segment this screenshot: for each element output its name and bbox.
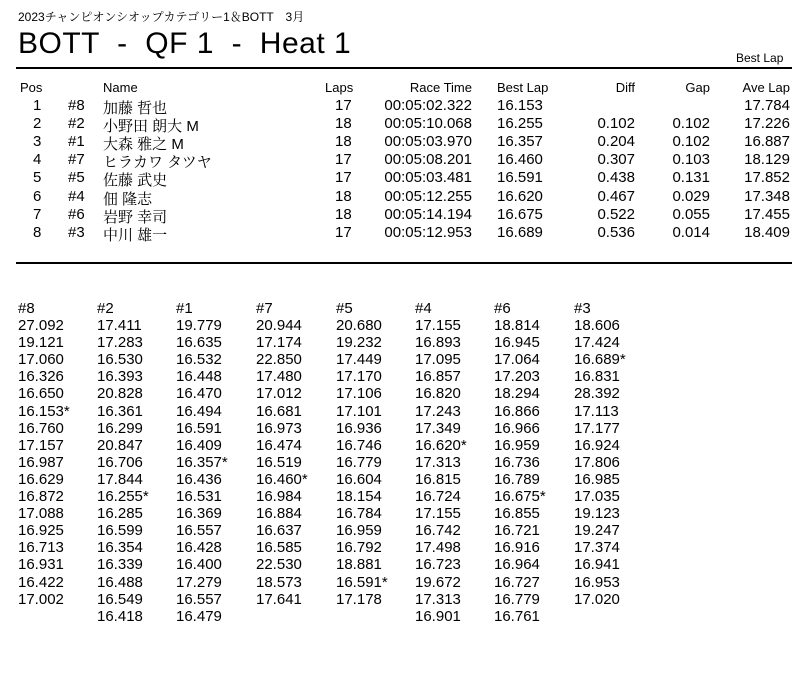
- page-title: BOTT - QF 1 - Heat 1: [18, 27, 352, 60]
- result-pos: 7: [33, 205, 42, 223]
- bottom-rule: [16, 262, 792, 264]
- lap-time: 20.680: [336, 317, 382, 335]
- lap-time: 16.637: [256, 522, 302, 540]
- lap-time: 16.549: [97, 590, 143, 608]
- result-kart-number: #1: [68, 133, 85, 151]
- lap-time: 17.101: [336, 402, 382, 420]
- result-laps: 18: [335, 187, 352, 205]
- lap-time: 16.985: [574, 470, 620, 488]
- result-kart-number: #6: [68, 205, 85, 223]
- result-row: [0, 115, 800, 136]
- lap-column: [256, 300, 308, 608]
- lap-time: 17.641: [256, 590, 302, 608]
- lap-column-header: #6: [494, 300, 511, 317]
- lap-time: 16.422: [18, 573, 64, 591]
- lap-column-header: #5: [336, 300, 353, 317]
- result-best-lap: 16.689: [497, 223, 543, 241]
- lap-time: 17.155: [415, 505, 461, 523]
- lap-time: 16.953: [574, 573, 620, 591]
- lap-time: 16.299: [97, 419, 143, 437]
- result-ave-lap: 17.348: [744, 187, 790, 205]
- result-race-time: 00:05:03.970: [384, 133, 472, 151]
- lap-time: 16.761: [494, 607, 540, 625]
- lap-time: 16.893: [415, 334, 461, 352]
- lap-time: 16.585: [256, 539, 302, 557]
- lap-time: 18.154: [336, 488, 382, 506]
- result-diff: 0.522: [597, 205, 635, 223]
- result-driver-name: 佐藤 武史: [103, 172, 168, 190]
- lap-time: 16.470: [176, 385, 222, 403]
- result-kart-number: #3: [68, 223, 85, 241]
- lap-time: 16.924: [574, 436, 620, 454]
- result-driver-name: 佃 隆志: [103, 190, 153, 208]
- header-best-lap: Best Lap: [497, 80, 549, 95]
- lap-time: 16.326: [18, 368, 64, 386]
- lap-time: 17.844: [97, 470, 143, 488]
- lap-time: 16.479: [176, 607, 222, 625]
- lap-time: 19.232: [336, 334, 382, 352]
- lap-time: 16.255*: [97, 488, 149, 506]
- lap-time: 17.283: [97, 334, 143, 352]
- result-laps: 18: [335, 133, 352, 151]
- result-laps: 18: [335, 115, 352, 133]
- lap-time: 16.857: [415, 368, 461, 386]
- lap-column: [415, 300, 467, 625]
- lap-time: 17.806: [574, 453, 620, 471]
- lap-time: 16.959: [494, 436, 540, 454]
- lap-time: 16.635: [176, 334, 222, 352]
- lap-time: 17.060: [18, 351, 64, 369]
- lap-time: 16.650: [18, 385, 64, 403]
- lap-time: 19.121: [18, 334, 64, 352]
- lap-time: 16.945: [494, 334, 540, 352]
- lap-time: 16.285: [97, 505, 143, 523]
- lap-time: 16.779: [494, 590, 540, 608]
- result-driver-name: 中川 雄一: [103, 226, 168, 244]
- lap-column: [176, 300, 228, 625]
- lap-time: 16.557: [176, 590, 222, 608]
- lap-time: 16.531: [176, 488, 222, 506]
- lap-time: 19.247: [574, 522, 620, 540]
- result-kart-number: #8: [68, 97, 85, 114]
- lap-time: 16.488: [97, 573, 143, 591]
- lap-time: 17.313: [415, 453, 461, 471]
- lap-time: 16.987: [18, 453, 64, 471]
- lap-time: 18.606: [574, 317, 620, 335]
- result-pos: 5: [33, 169, 42, 187]
- lap-time: 16.675*: [494, 488, 546, 506]
- result-driver-name: 岩野 幸司: [103, 208, 168, 226]
- lap-time: 19.672: [415, 573, 461, 591]
- lap-time: 16.884: [256, 505, 302, 523]
- lap-time: 16.604: [336, 470, 382, 488]
- lap-time: 20.847: [97, 436, 143, 454]
- lap-time: 17.449: [336, 351, 382, 369]
- lap-time: 17.002: [18, 590, 64, 608]
- lap-time: 16.789: [494, 470, 540, 488]
- lap-time: 16.557: [176, 522, 222, 540]
- result-race-time: 00:05:12.255: [384, 187, 472, 205]
- result-gap: 0.102: [672, 115, 710, 133]
- header-pos: Pos: [20, 80, 43, 95]
- lap-time: 16.460*: [256, 470, 308, 488]
- header-ave-lap: Ave Lap: [742, 80, 790, 95]
- result-race-time: 00:05:10.068: [384, 115, 472, 133]
- result-laps: 17: [335, 223, 352, 241]
- result-best-lap: 16.153: [497, 97, 543, 114]
- lap-time: 18.294: [494, 385, 540, 403]
- lap-column-header: #2: [97, 300, 114, 317]
- result-ave-lap: 18.129: [744, 151, 790, 169]
- lap-time: 17.313: [415, 590, 461, 608]
- lap-time: 16.925: [18, 522, 64, 540]
- lap-time: 16.369: [176, 505, 222, 523]
- lap-time: 16.784: [336, 505, 382, 523]
- lap-time: 16.866: [494, 402, 540, 420]
- result-gap: 0.029: [672, 187, 710, 205]
- lap-time: 17.170: [336, 368, 382, 386]
- result-kart-number: #2: [68, 115, 85, 133]
- lap-time: 16.339: [97, 556, 143, 574]
- result-gap: 0.102: [672, 133, 710, 151]
- lap-time: 16.428: [176, 539, 222, 557]
- lap-time: 16.474: [256, 436, 302, 454]
- lap-column-header: #1: [176, 300, 193, 317]
- lap-time: 16.532: [176, 351, 222, 369]
- lap-time: 16.973: [256, 419, 302, 437]
- lap-column: [97, 300, 149, 625]
- lap-time: 17.155: [415, 317, 461, 335]
- lap-time: 18.881: [336, 556, 382, 574]
- header-name: Name: [103, 80, 138, 95]
- lap-time: 16.736: [494, 453, 540, 471]
- result-pos: 6: [33, 187, 42, 205]
- lap-time: 19.123: [574, 505, 620, 523]
- lap-time: 17.178: [336, 590, 382, 608]
- result-best-lap: 16.255: [497, 115, 543, 133]
- lap-time: 16.721: [494, 522, 540, 540]
- lap-time: 16.361: [97, 402, 143, 420]
- lap-time: 17.279: [176, 573, 222, 591]
- result-kart-number: #4: [68, 187, 85, 205]
- results-header: [0, 80, 800, 94]
- lap-time: 16.901: [415, 607, 461, 625]
- lap-time: 16.448: [176, 368, 222, 386]
- result-diff: 0.102: [597, 115, 635, 133]
- result-diff: 0.204: [597, 133, 635, 151]
- lap-time: 17.349: [415, 419, 461, 437]
- lap-time: 17.424: [574, 334, 620, 352]
- top-rule: [16, 67, 792, 69]
- result-diff: 0.536: [597, 223, 635, 241]
- lap-time: 16.792: [336, 539, 382, 557]
- result-best-lap: 16.357: [497, 133, 543, 151]
- result-pos: 3: [33, 133, 42, 151]
- lap-time: 16.530: [97, 351, 143, 369]
- lap-time: 16.713: [18, 539, 64, 557]
- lap-time: 17.113: [574, 402, 619, 420]
- lap-time: 16.354: [97, 539, 143, 557]
- result-driver-name: 加藤 哲也: [103, 100, 168, 117]
- lap-time: 16.916: [494, 539, 540, 557]
- lap-time: 17.411: [97, 317, 142, 335]
- lap-time: 16.400: [176, 556, 222, 574]
- result-race-time: 00:05:02.322: [384, 97, 472, 114]
- result-ave-lap: 17.455: [744, 205, 790, 223]
- lap-column-header: #8: [18, 300, 35, 317]
- result-race-time: 00:05:14.194: [384, 205, 472, 223]
- lap-time: 17.035: [574, 488, 620, 506]
- lap-time: 18.573: [256, 573, 302, 591]
- lap-time: 16.519: [256, 453, 302, 471]
- lap-time: 17.064: [494, 351, 540, 369]
- lap-time: 16.681: [256, 402, 302, 420]
- lap-time: 16.779: [336, 453, 382, 471]
- lap-time: 16.820: [415, 385, 461, 403]
- lap-time: 16.418: [97, 607, 143, 625]
- result-pos: 4: [33, 151, 42, 169]
- lap-column: [336, 300, 388, 608]
- lap-time: 16.436: [176, 470, 222, 488]
- lap-time: 16.964: [494, 556, 540, 574]
- lap-time: 17.498: [415, 539, 461, 557]
- lap-time: 16.746: [336, 436, 382, 454]
- lap-time: 17.095: [415, 351, 461, 369]
- result-ave-lap: 18.409: [744, 223, 790, 241]
- result-gap: 0.014: [672, 223, 710, 241]
- lap-time: 16.760: [18, 419, 64, 437]
- result-laps: 17: [335, 97, 352, 114]
- result-ave-lap: 17.226: [744, 115, 790, 133]
- lap-time: 28.392: [574, 385, 620, 403]
- result-best-lap: 16.591: [497, 169, 543, 187]
- lap-time: 17.106: [336, 385, 382, 403]
- lap-time: 16.936: [336, 419, 382, 437]
- result-row: [0, 97, 800, 115]
- lap-time: 20.828: [97, 385, 143, 403]
- lap-column: [494, 300, 546, 625]
- lap-time: 20.944: [256, 317, 302, 335]
- best-lap-label: Best Lap: [736, 51, 784, 65]
- lap-time: 17.374: [574, 539, 620, 557]
- lap-time: 16.959: [336, 522, 382, 540]
- lap-time: 16.153*: [18, 402, 70, 420]
- result-ave-lap: 17.784: [744, 97, 790, 114]
- result-kart-number: #5: [68, 169, 85, 187]
- lap-time: 16.872: [18, 488, 64, 506]
- lap-time: 17.480: [256, 368, 302, 386]
- lap-time: 16.815: [415, 470, 461, 488]
- lap-time: 16.689*: [574, 351, 626, 369]
- lap-time: 22.850: [256, 351, 302, 369]
- result-row: [0, 224, 800, 242]
- lap-time: 17.177: [574, 419, 620, 437]
- lap-time: 16.966: [494, 419, 540, 437]
- result-driver-name: ヒラカワ タツヤ: [103, 154, 212, 172]
- lap-time: 16.591: [176, 419, 222, 437]
- header-gap: Gap: [685, 80, 710, 95]
- result-gap: 0.055: [672, 205, 710, 223]
- lap-column-header: #7: [256, 300, 273, 317]
- lap-time: 17.088: [18, 505, 64, 523]
- result-best-lap: 16.620: [497, 187, 543, 205]
- lap-time: 17.203: [494, 368, 540, 386]
- lap-column-header: #3: [574, 300, 591, 317]
- header-diff: Diff: [615, 80, 635, 95]
- lap-time: 16.855: [494, 505, 540, 523]
- lap-time: 17.157: [18, 436, 64, 454]
- lap-time: 16.599: [97, 522, 143, 540]
- result-ave-lap: 16.887: [744, 133, 790, 151]
- lap-time: 17.174: [256, 334, 302, 352]
- lap-time: 22.530: [256, 556, 302, 574]
- result-pos: 1: [33, 97, 42, 114]
- lap-time: 16.724: [415, 488, 461, 506]
- lap-column: [18, 300, 70, 608]
- lap-column-header: #4: [415, 300, 432, 317]
- lap-time: 16.357*: [176, 453, 228, 471]
- result-pos: 2: [33, 115, 42, 133]
- result-driver-name: 小野田 朗大 M: [103, 118, 199, 136]
- lap-time: 17.012: [256, 385, 302, 403]
- result-best-lap: 16.460: [497, 151, 543, 169]
- lap-time: 17.243: [415, 402, 461, 420]
- lap-time: 16.393: [97, 368, 143, 386]
- result-ave-lap: 17.852: [744, 169, 790, 187]
- lap-time: 16.931: [18, 556, 64, 574]
- lap-time: 19.779: [176, 317, 222, 335]
- result-laps: 18: [335, 205, 352, 223]
- lap-time: 16.620*: [415, 436, 467, 454]
- result-driver-name: 大森 雅之 M: [103, 136, 184, 154]
- header-laps: Laps: [325, 80, 354, 95]
- lap-time: 16.723: [415, 556, 461, 574]
- lap-time: 27.092: [18, 317, 64, 335]
- result-best-lap: 16.675: [497, 205, 543, 223]
- lap-time: 16.984: [256, 488, 302, 506]
- lap-time: 16.742: [415, 522, 461, 540]
- result-diff: 0.467: [597, 187, 635, 205]
- result-race-time: 00:05:08.201: [384, 151, 472, 169]
- lap-time: 16.706: [97, 453, 143, 471]
- result-row: [0, 169, 800, 190]
- lap-time: 16.591*: [336, 573, 388, 591]
- result-race-time: 00:05:03.481: [384, 169, 472, 187]
- lap-time: 16.629: [18, 470, 64, 488]
- result-gap: 0.103: [672, 151, 710, 169]
- result-diff: 0.307: [597, 151, 635, 169]
- lap-time: 16.727: [494, 573, 540, 591]
- event-subtitle: 2023チャンピオンシオップカテゴリー1＆BOTT 3月: [18, 10, 305, 24]
- result-laps: 17: [335, 151, 352, 169]
- result-laps: 17: [335, 169, 352, 187]
- lap-time: 16.409: [176, 436, 222, 454]
- result-kart-number: #7: [68, 151, 85, 169]
- result-row: [0, 206, 800, 224]
- result-row: [0, 151, 800, 172]
- lap-time: 16.831: [574, 368, 620, 386]
- lap-time: 17.020: [574, 590, 620, 608]
- lap-time: 16.494: [176, 402, 222, 420]
- result-race-time: 00:05:12.953: [384, 223, 472, 241]
- lap-time: 18.814: [494, 317, 540, 335]
- result-pos: 8: [33, 223, 42, 241]
- result-row: [0, 188, 800, 206]
- result-row: [0, 133, 800, 154]
- result-diff: 0.438: [597, 169, 635, 187]
- header-race-time: Race Time: [409, 80, 472, 95]
- result-gap: 0.131: [672, 169, 710, 187]
- lap-time: 16.941: [574, 556, 620, 574]
- lap-column: [574, 300, 626, 608]
